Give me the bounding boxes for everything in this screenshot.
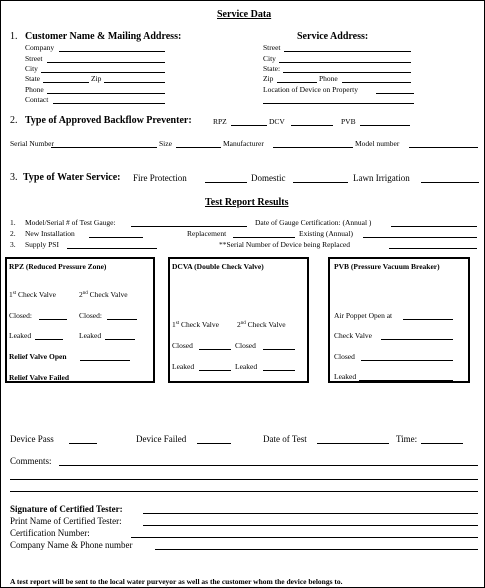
svc-zip-field[interactable] (277, 82, 317, 83)
contact-label: Contact (25, 95, 49, 104)
supply-psi-field[interactable] (67, 248, 157, 249)
manufacturer-field[interactable] (273, 147, 353, 148)
dcva-closed1-label: Closed (172, 341, 193, 350)
comments-field-3[interactable] (10, 491, 478, 492)
dcva-title: DCVA (Double Check Valve) (172, 262, 264, 271)
gauge-cert-date-label: Date of Gauge Certification: (Annual ) (255, 218, 372, 227)
existing-label: Existing (Annual) (299, 229, 353, 238)
dcva-check2-suffix: nd (240, 321, 246, 326)
dcv-option-field[interactable] (291, 125, 333, 126)
air-poppet-label: Air Poppet Open at (334, 311, 393, 320)
print-name-field[interactable] (143, 525, 478, 526)
svc-city-field[interactable] (279, 62, 411, 63)
device-pass-label: Device Pass (10, 434, 54, 444)
rpz-closed1-field[interactable] (39, 319, 67, 320)
lawn-irrigation-field[interactable] (421, 182, 479, 183)
zip-label: Zip (91, 74, 102, 83)
dcva-check1-suffix: st (175, 321, 180, 326)
pvb-leaked-field[interactable] (359, 380, 453, 381)
zip-field[interactable] (104, 82, 165, 83)
comments-label: Comments: (10, 456, 52, 466)
pvb-check-valve-label: Check Valve (334, 331, 372, 340)
svc-street-label: Street (263, 43, 281, 52)
time-field[interactable] (421, 443, 463, 444)
phone-label: Phone (25, 85, 44, 94)
cert-number-field[interactable] (131, 537, 478, 538)
svc-location-field-2[interactable] (263, 103, 414, 104)
print-name-label: Print Name of Certified Tester: (10, 516, 122, 526)
city-label: City (25, 64, 38, 73)
city-field[interactable] (41, 72, 165, 73)
replaced-serial-field[interactable] (389, 248, 477, 249)
cert-number-label: Certification Number: (10, 528, 90, 538)
date-of-test-label: Date of Test (263, 434, 307, 444)
gauge-serial-label: Model/Serial # of Test Gauge: (25, 218, 116, 227)
replacement-label: Replacement (187, 229, 227, 238)
manufacturer-label: Manufacturer (223, 139, 264, 148)
state-field[interactable] (43, 82, 89, 83)
time-label: Time: (396, 434, 418, 444)
pvb-check-valve-field[interactable] (381, 339, 453, 340)
section3-number: 3. (10, 172, 18, 183)
serial-number-field[interactable] (51, 147, 157, 148)
air-poppet-field[interactable] (403, 319, 453, 320)
phone-field[interactable] (47, 93, 165, 94)
dcva-check1-text: Check Valve (180, 320, 219, 329)
dcva-check1-label (172, 321, 219, 329)
fire-protection-field[interactable] (205, 182, 247, 183)
rpz-check1-label (9, 291, 56, 299)
relief-open-field[interactable] (80, 360, 130, 361)
serial-number-label: Serial Number (10, 139, 54, 148)
size-label: Size (159, 139, 172, 148)
device-pass-field[interactable] (69, 443, 97, 444)
footer-note: A test report will be sent to the local water purveyor as well as the customer whom the device belongs to. (10, 577, 343, 586)
pvb-leaked-label: Leaked (334, 372, 357, 381)
form-title: Service Data (217, 9, 272, 20)
company-phone-field[interactable] (155, 549, 478, 550)
section1-number: 1. (10, 31, 18, 42)
rpz-check1-text: Check Valve (17, 290, 56, 299)
results-title: Test Report Results (205, 197, 289, 208)
rpz-option-field[interactable] (231, 125, 267, 126)
supply-psi-label: Supply PSI (25, 240, 59, 249)
svc-phone-label: Phone (319, 74, 338, 83)
pvb-title: PVB (Pressure Vacuum Breaker) (334, 262, 440, 271)
relief-open-label: Relief Valve Open (9, 352, 67, 361)
rpz-check1-suffix: st (12, 291, 17, 296)
pvb-box (328, 257, 470, 383)
relief-failed-field[interactable] (82, 381, 130, 382)
model-number-field[interactable] (409, 147, 478, 148)
company-phone-label: Company Name & Phone number (10, 540, 133, 550)
company-field[interactable] (59, 51, 165, 52)
dcva-closed2-label: Closed (235, 341, 256, 350)
dcva-check1-ordinal: 1 (172, 320, 176, 329)
rpz-leaked1-label: Leaked (9, 331, 32, 340)
size-field[interactable] (176, 147, 221, 148)
model-number-label: Model number (355, 139, 400, 148)
svc-street-field[interactable] (284, 51, 411, 52)
dcva-leaked2-label: Leaked (235, 362, 258, 371)
rpz-leaked2-label: Leaked (79, 331, 102, 340)
gauge-serial-field[interactable] (131, 226, 247, 227)
results-item3-number: 3. (10, 240, 16, 249)
svc-location-label: Location of Device on Property (263, 85, 358, 94)
dcva-check2-text: Check Valve (247, 320, 286, 329)
dcva-check2-ordinal: 2 (237, 320, 241, 329)
rpz-check2-ordinal: 2 (79, 290, 83, 299)
service-address-heading: Service Address: (297, 31, 369, 42)
results-item2-number: 2. (10, 229, 16, 238)
rpz-check2-suffix: nd (82, 291, 88, 296)
new-installation-field[interactable] (89, 237, 143, 238)
section2-heading: Type of Approved Backflow Preventer: (25, 115, 192, 126)
results-item1-number: 1. (10, 218, 16, 227)
fire-protection-label: Fire Protection (133, 173, 187, 183)
dcva-leaked1-field[interactable] (199, 370, 231, 371)
rpz-check2-label (79, 291, 128, 299)
rpz-closed2-label: Closed: (79, 311, 102, 320)
pvb-closed-field[interactable] (361, 360, 453, 361)
street-field[interactable] (47, 62, 165, 63)
rpz-title: RPZ (Reduced Pressure Zone) (9, 262, 107, 271)
lawn-irrigation-label: Lawn Irrigation (353, 173, 410, 183)
rpz-check2-text: Check Valve (89, 290, 128, 299)
svc-location-field[interactable] (376, 93, 414, 94)
gauge-cert-date-field[interactable] (391, 226, 477, 227)
date-of-test-field[interactable] (317, 443, 389, 444)
dcva-closed1-field[interactable] (199, 349, 231, 350)
comments-field-1[interactable] (59, 465, 478, 466)
signature-label: Signature of Certified Tester: (10, 504, 123, 514)
pvb-option-label: PVB (341, 117, 356, 126)
rpz-closed2-field[interactable] (107, 319, 137, 320)
svc-phone-field[interactable] (342, 82, 411, 83)
domestic-label: Domestic (251, 173, 286, 183)
domestic-field[interactable] (293, 182, 348, 183)
signature-field[interactable] (143, 513, 478, 514)
section3-heading: Type of Water Service: (23, 172, 121, 183)
svc-state-field[interactable] (283, 72, 411, 73)
contact-field[interactable] (53, 103, 165, 104)
state-label: State (25, 74, 40, 83)
new-installation-label: New Installation (25, 229, 75, 238)
svc-zip-label: Zip (263, 74, 274, 83)
section2-number: 2. (10, 115, 18, 126)
comments-field-2[interactable] (10, 479, 478, 480)
rpz-box (5, 257, 155, 383)
device-failed-label: Device Failed (136, 434, 187, 444)
dcva-check2-label (237, 321, 286, 329)
section1-heading: Customer Name & Mailing Address: (25, 31, 182, 42)
dcva-closed2-field[interactable] (263, 349, 295, 350)
dcv-option-label: DCV (269, 117, 285, 126)
device-failed-field[interactable] (197, 443, 231, 444)
replacement-field[interactable] (233, 237, 295, 238)
svc-state-label: State: (263, 64, 281, 73)
street-label: Street (25, 54, 43, 63)
existing-field[interactable] (363, 237, 477, 238)
rpz-closed1-label: Closed: (9, 311, 32, 320)
dcva-leaked2-field[interactable] (263, 370, 295, 371)
pvb-closed-label: Closed (334, 352, 355, 361)
pvb-option-field[interactable] (360, 125, 410, 126)
rpz-check1-ordinal: 1 (9, 290, 13, 299)
rpz-leaked1-field[interactable] (35, 339, 63, 340)
rpz-option-label: RPZ (213, 117, 227, 126)
company-label: Company (25, 43, 55, 52)
relief-failed-label: Relief Valve Failed (9, 373, 69, 382)
rpz-leaked2-field[interactable] (105, 339, 135, 340)
dcva-leaked1-label: Leaked (172, 362, 195, 371)
replaced-serial-label: **Serial Number of Device being Replaced (219, 240, 350, 249)
svc-city-label: City (263, 54, 276, 63)
